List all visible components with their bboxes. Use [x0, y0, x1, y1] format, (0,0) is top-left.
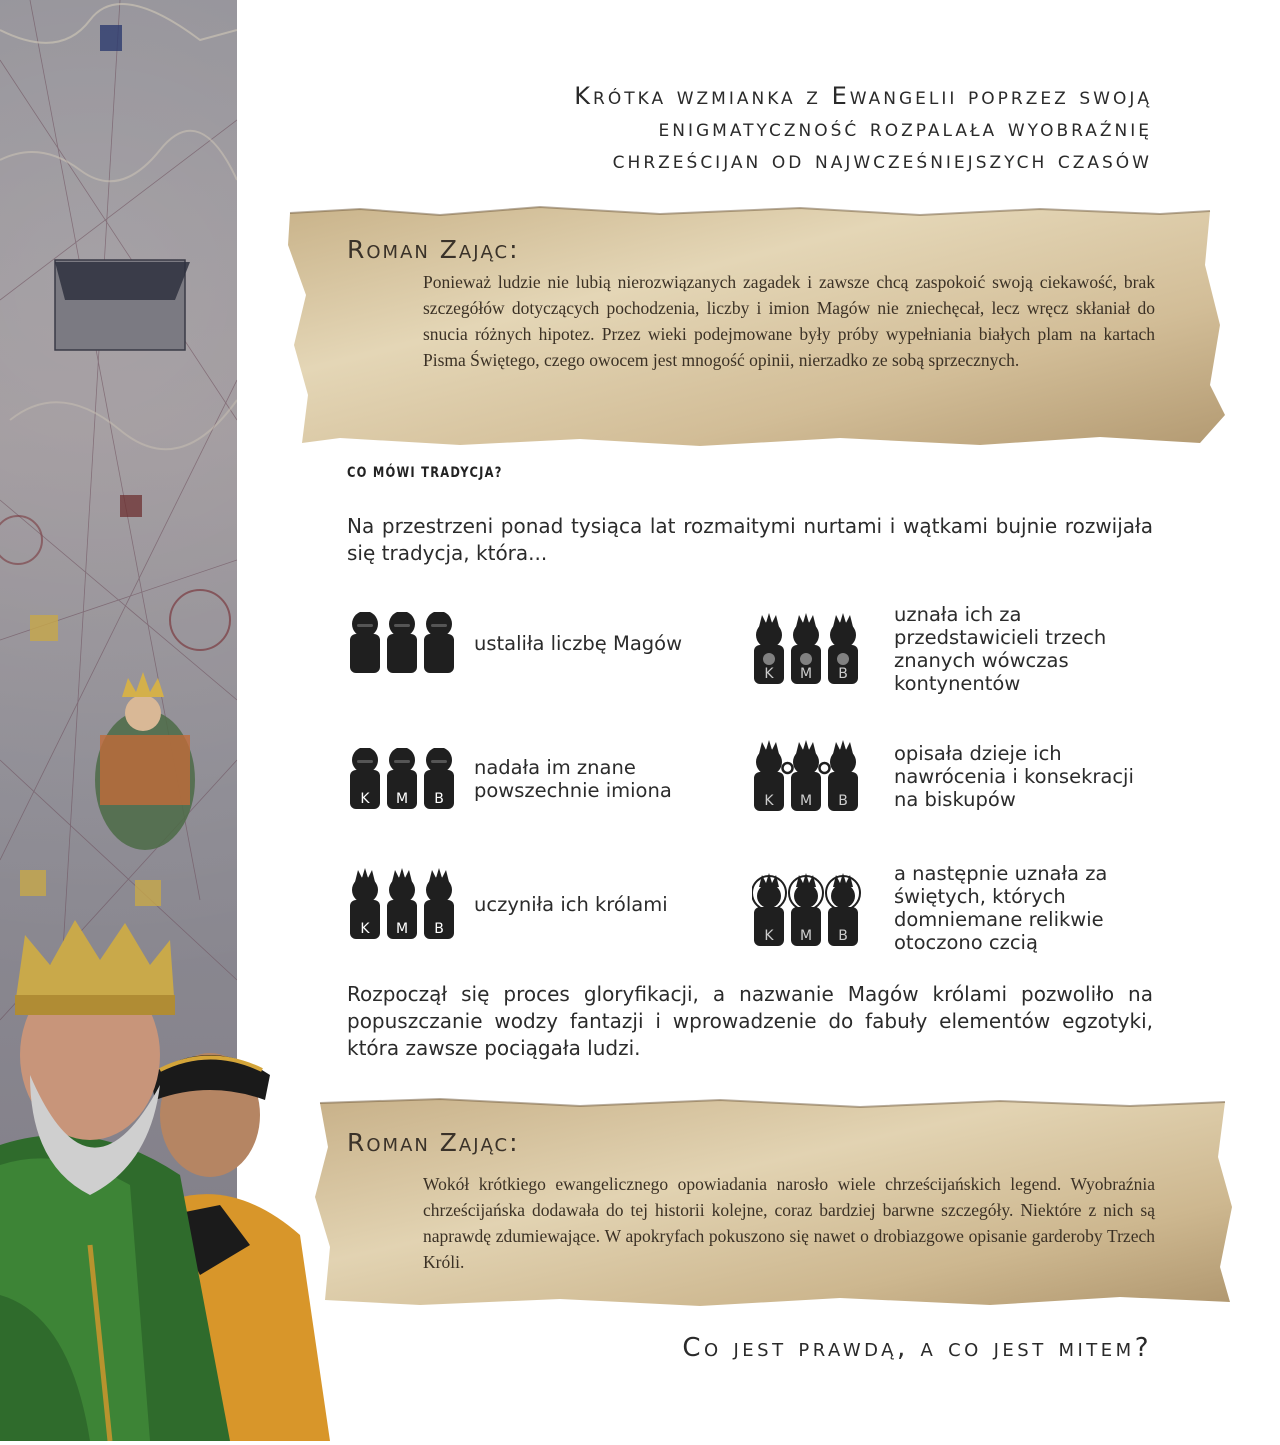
letter-m: M: [799, 793, 813, 809]
tradition-item-continents: [752, 603, 1144, 695]
tradition-intro: Na przestrzeni ponad tysiąca lat rozmaitymi nurtami i wątkami bujnie rozwijała się tradycja, która...: [347, 514, 1153, 565]
section-heading: CO MÓWI TRADYCJA?: [347, 465, 503, 481]
three-kings-saints-halo-icon: [752, 869, 862, 947]
letter-k: K: [360, 921, 370, 937]
letter-k: K: [764, 928, 774, 944]
letter-b: B: [838, 928, 848, 944]
quote-author: Roman Zając:: [347, 1128, 520, 1157]
page-headline: [392, 80, 1152, 176]
headline-line-2: enigmatyczność rozpalała wyobraźnię: [658, 114, 1152, 142]
tradition-label: a następnie uznała za świętych, których domniemane relikwie otoczono czcią: [894, 862, 1108, 954]
letter-m: M: [799, 928, 813, 944]
closing-question: Co jest prawdą, a co jest mitem?: [682, 1333, 1152, 1363]
three-magi-plain-icon: [348, 612, 458, 674]
glorification-paragraph: Rozpoczął się proces gloryfikacji, a nazwanie Magów królami pozwoliło na popuszczanie wodzy fantazji i wprowadzenie do fabuły elementów egzotyki, która zawsze pociągała ludzi.: [347, 982, 1153, 1060]
tradition-item-kings: [348, 868, 724, 940]
letter-b: B: [838, 793, 848, 809]
headline-line-3: chrześcijan od najwcześniejszych czasów: [612, 146, 1152, 174]
tradition-label: ustaliła liczbę Magów: [474, 631, 683, 655]
quote-author: Roman Zając:: [347, 235, 520, 264]
letter-b: B: [838, 666, 848, 682]
kings-illustration: [0, 915, 330, 1441]
tradition-item-bishops: [752, 740, 1144, 812]
letter-k: K: [360, 791, 370, 807]
three-kings-crowned-icon: [348, 868, 458, 940]
tradition-label: opisała dzieje ich nawrócenia i konsekracji na biskupów: [894, 741, 1134, 811]
tradition-item-number: [348, 612, 724, 674]
quote-text: Ponieważ ludzie nie lubią nierozwiązanych zagadek i zawsze chcą zaspokoić swoją ciekawość, brak szczegółów dotyczących pochodzenia, liczby i imion Magów nie zniechęcał, lecz wręcz skłaniał do snucia różnych hipotez. Przez wieki podejmowane były próby wypełniania białych plam na kartach Pisma Świętego, czego owocem jest mnogość opinii, nierzadko ze sobą sprzecznych.: [423, 272, 1155, 370]
quote-text: Wokół krótkiego ewangelicznego opowiadania narosło wiele chrześcijańskich legend. Wyobraźnia chrześcijańska dodawała do tej historii kolejne, coraz bardziej barwne szczegóły. Niektóre z nich są naprawdę zdumiewające. W apokryfach pokuszono się nawet o drobiazgowe opisanie garderoby Trzech Króli.: [423, 1174, 1155, 1272]
letter-b: B: [434, 921, 444, 937]
letter-m: M: [395, 791, 409, 807]
headline-line-1: Krótka wzmianka z Ewangelii poprzez swoją: [574, 82, 1152, 110]
letter-m: M: [799, 666, 813, 682]
kings-photo: [0, 915, 330, 1441]
tradition-item-saints: [752, 862, 1144, 954]
letter-m: M: [395, 921, 409, 937]
three-magi-named-icon: [348, 748, 458, 810]
three-kings-continents-icon: [752, 613, 862, 685]
tradition-item-names: [348, 748, 704, 810]
quote-parchment-1: [280, 205, 1230, 450]
tradition-label: uznała ich za przedstawicieli trzech znanych wówczas kontynentów: [894, 603, 1107, 695]
letter-b: B: [434, 791, 444, 807]
quote-parchment-2: [300, 1097, 1235, 1309]
letter-k: K: [764, 666, 774, 682]
three-kings-bishops-icon: [752, 740, 862, 812]
letter-k: K: [764, 793, 774, 809]
tradition-label: nadała im znane powszechnie imiona: [474, 756, 672, 802]
tradition-label: uczyniła ich królami: [474, 892, 668, 916]
